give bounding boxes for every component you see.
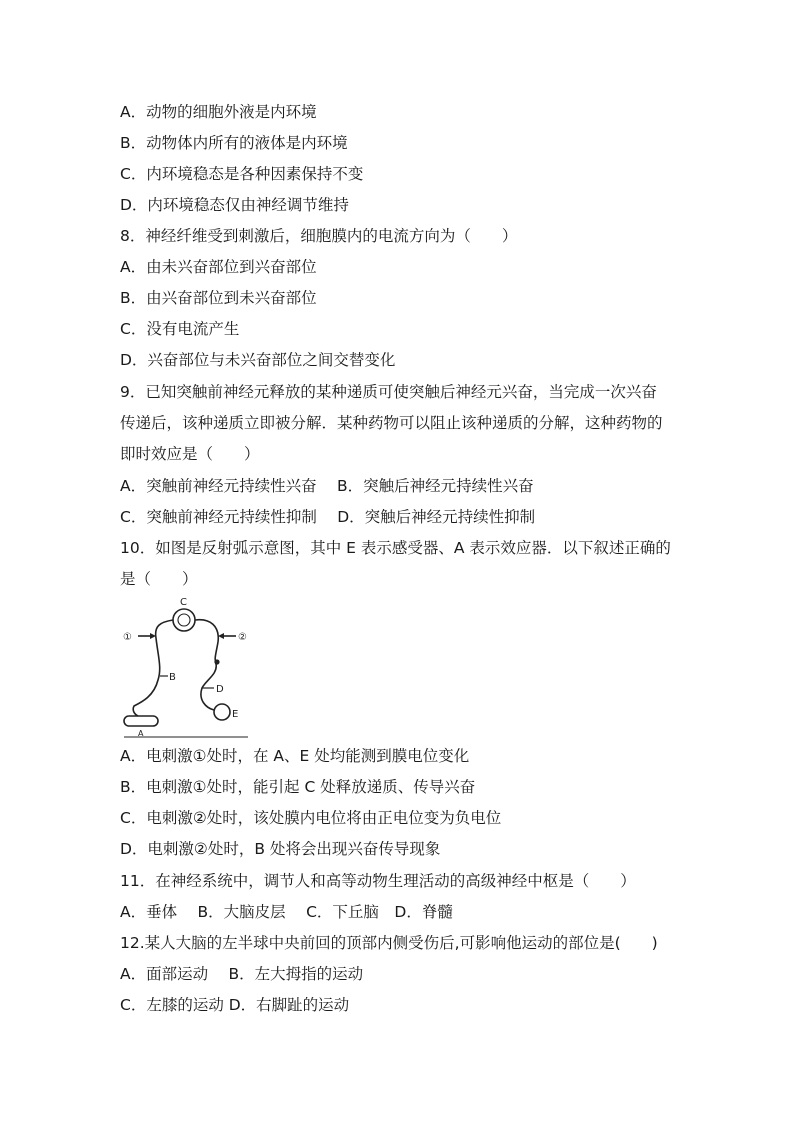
q9-stem-line2: 传递后，该种递质立即被分解．某种药物可以阻止该种递质的分解，这种药物的 xyxy=(120,414,663,432)
q9-stem-line3: 即时效应是（ ） xyxy=(120,445,260,463)
neuron-c-outer xyxy=(173,609,195,631)
q10-stem-line2: 是（ ） xyxy=(120,570,198,588)
q10-option-a: A．电刺激①处时，在 A、E 处均能测到膜电位变化 xyxy=(120,747,470,765)
q10-stem-line1: 10．如图是反射弧示意图，其中 E 表示感受器、A 表示效应器．以下叙述正确的 xyxy=(120,539,671,557)
q10-option-c: C．电刺激②处时，该处膜内电位将由正电位变为负电位 xyxy=(120,809,502,827)
nerve-path-d xyxy=(195,620,218,710)
q10-option-b: B．电刺激①处时，能引起 C 处释放递质、传导兴奋 xyxy=(120,778,476,796)
q7-option-c: C．内环境稳态是各种因素保持不变 xyxy=(120,165,364,183)
label-stim1: ① xyxy=(123,632,132,643)
label-a: A xyxy=(138,729,144,738)
synapse-dot xyxy=(214,659,219,664)
label-c: C xyxy=(180,597,187,608)
label-stim2: ② xyxy=(238,632,247,643)
q9-options-ab: A．突触前神经元持续性兴奋 B．突触后神经元持续性兴奋 xyxy=(120,477,534,495)
q9-stem-line1: 9．已知突触前神经元释放的某种递质可使突触后神经元兴奋，当完成一次兴奋 xyxy=(120,383,657,401)
q7-option-a: A．动物的细胞外液是内环境 xyxy=(120,103,317,121)
q7-option-d: D．内环境稳态仅由神经调节维持 xyxy=(120,196,349,214)
q8-stem: 8．神经纤维受到刺激后，细胞膜内的电流方向为（ ） xyxy=(120,227,518,245)
q12-options-ab: A．面部运动 B．左大拇指的运动 xyxy=(120,965,364,983)
label-e: E xyxy=(232,709,239,720)
effector-a xyxy=(124,716,158,726)
q9-options-cd: C．突触前神经元持续性抑制 D．突触后神经元持续性抑制 xyxy=(120,508,536,526)
q12-options-cd: C．左膝的运动 D．右脚趾的运动 xyxy=(120,996,350,1014)
q12-stem: 12.某人大脑的左半球中央前回的顶部内侧受伤后,可影响他运动的部位是( ) xyxy=(120,934,658,952)
neuron-c-inner xyxy=(178,614,190,626)
q11-stem: 11．在神经系统中，调节人和高等动物生理活动的高级神经中枢是（ ） xyxy=(120,872,636,890)
q10-option-d: D．电刺激②处时，B 处将会出现兴奋传导现象 xyxy=(120,840,441,858)
q8-option-d: D．兴奋部位与未兴奋部位之间交替变化 xyxy=(120,351,396,369)
label-b: B xyxy=(169,672,176,683)
receptor-e xyxy=(214,704,230,720)
q8-option-c: C．没有电流产生 xyxy=(120,320,240,338)
reflex-arc-diagram xyxy=(118,596,254,738)
q11-options: A．垂体 B．大脑皮层 C．下丘脑 D．脊髓 xyxy=(120,903,453,921)
label-d: D xyxy=(216,684,224,695)
q7-option-b: B．动物体内所有的液体是内环境 xyxy=(120,134,348,152)
nerve-path-b xyxy=(133,620,173,716)
q8-option-b: B．由兴奋部位到未兴奋部位 xyxy=(120,289,317,307)
q8-option-a: A．由未兴奋部位到兴奋部位 xyxy=(120,258,317,276)
